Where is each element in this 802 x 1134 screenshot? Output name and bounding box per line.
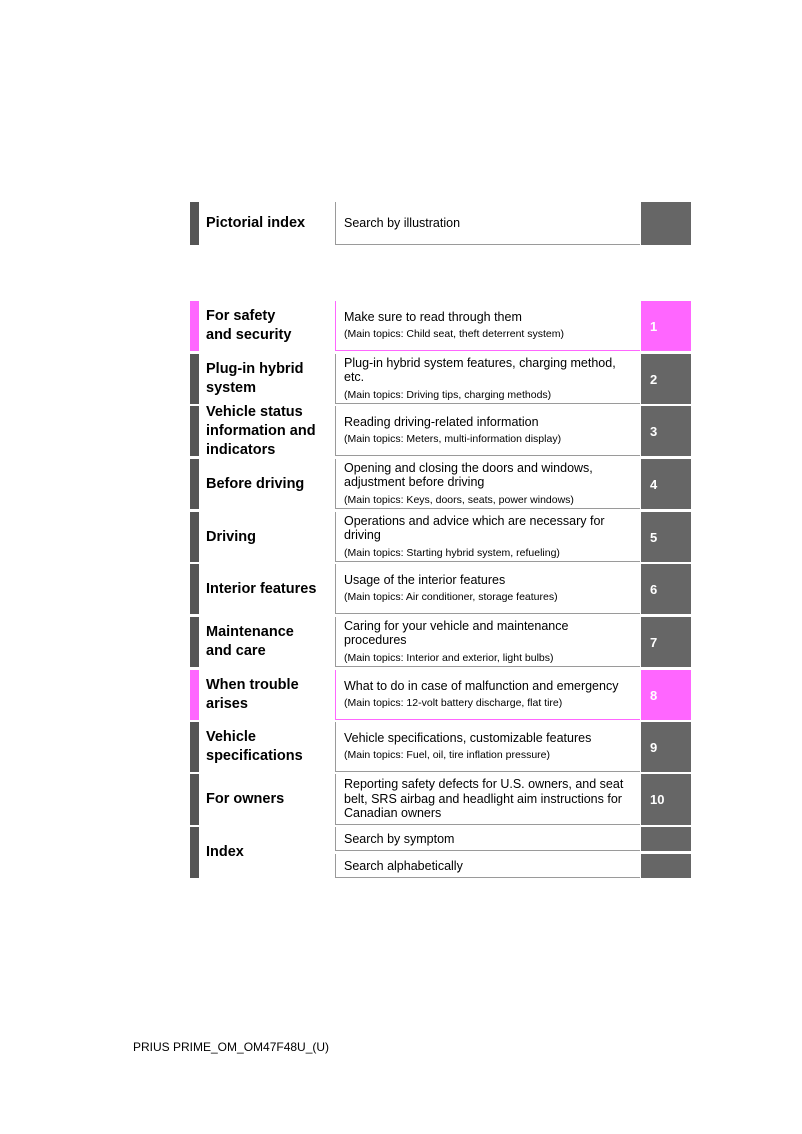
section-main-text: Reading driving-related information bbox=[344, 414, 539, 429]
section-description bbox=[335, 564, 640, 614]
section-bar bbox=[190, 617, 199, 667]
section-main-text: Vehicle specifications, customizable features bbox=[344, 730, 592, 745]
section-title: Pictorial index bbox=[206, 215, 306, 231]
section-description bbox=[335, 202, 640, 245]
section-row[interactable] bbox=[190, 301, 691, 351]
section-main-text: Operations and advice which are necessary for driving bbox=[344, 513, 605, 542]
section-main-text: Plug-in hybrid system features, charging method, etc. bbox=[344, 355, 616, 384]
section-tab-number[interactable]: 10 bbox=[641, 774, 691, 825]
section-tab-number[interactable]: 2 bbox=[641, 354, 691, 404]
section-description bbox=[335, 774, 640, 825]
section-row[interactable] bbox=[190, 722, 691, 772]
section-row[interactable] bbox=[190, 564, 691, 614]
section-title: Driving bbox=[206, 528, 256, 545]
section-tab-number[interactable]: 5 bbox=[641, 512, 691, 562]
section-main-text: Search by illustration bbox=[344, 215, 461, 230]
section-title: Vehicle specifications bbox=[206, 729, 303, 764]
section-title: Plug-in hybrid system bbox=[206, 361, 304, 396]
section-tab-number[interactable]: 4 bbox=[641, 459, 691, 509]
section-row[interactable] bbox=[190, 403, 691, 458]
section-title: Interior features bbox=[206, 580, 317, 597]
section-title: Maintenance and care bbox=[206, 624, 294, 659]
section-bar bbox=[190, 564, 199, 614]
index-row bbox=[190, 827, 691, 878]
index-item-label: Search by symptom bbox=[344, 831, 455, 846]
section-title: Vehicle status information and indicators bbox=[206, 403, 316, 458]
section-topics: (Main topics: Interior and exterior, light bulbs) bbox=[344, 651, 554, 664]
section-bar bbox=[190, 827, 199, 878]
section-topics: (Main topics: Keys, doors, seats, power windows) bbox=[344, 493, 574, 506]
section-title: Index bbox=[206, 844, 244, 860]
section-topics: (Main topics: Fuel, oil, tire inflation pressure) bbox=[344, 749, 550, 762]
section-bar bbox=[190, 722, 199, 772]
section-title: When trouble arises bbox=[206, 677, 299, 712]
section-description bbox=[335, 512, 640, 562]
section-title: For owners bbox=[206, 791, 285, 807]
section-tab-number[interactable]: 9 bbox=[641, 722, 691, 772]
section-main-text: What to do in case of malfunction and emergency bbox=[344, 678, 619, 693]
section-bar bbox=[190, 459, 199, 509]
section-bar bbox=[190, 670, 199, 720]
section-description bbox=[335, 406, 640, 456]
section-description bbox=[335, 354, 640, 404]
section-tab[interactable] bbox=[641, 202, 691, 245]
section-topics: (Main topics: Child seat, theft deterrent system) bbox=[344, 328, 565, 341]
section-row[interactable] bbox=[190, 670, 691, 720]
section-topics: (Main topics: Air conditioner, storage features) bbox=[344, 591, 558, 604]
section-description bbox=[335, 301, 640, 351]
section-tab-number[interactable]: 7 bbox=[641, 617, 691, 667]
section-topics: (Main topics: Driving tips, charging methods) bbox=[344, 388, 552, 401]
section-tab-number[interactable]: 1 bbox=[641, 301, 691, 351]
pictorial-index-row[interactable] bbox=[190, 202, 691, 245]
section-main-text: Usage of the interior features bbox=[344, 572, 506, 587]
section-row[interactable] bbox=[190, 512, 691, 562]
section-description bbox=[335, 617, 640, 667]
section-tab-number[interactable]: 8 bbox=[641, 670, 691, 720]
section-row[interactable] bbox=[190, 617, 691, 667]
document-footer: PRIUS PRIME_OM_OM47F48U_(U) bbox=[133, 1040, 330, 1054]
section-main-text: Reporting safety defects for U.S. owners, and seat belt, SRS airbag and headlight aim instructions for Canadian owners bbox=[344, 777, 624, 821]
search-by-symptom-link[interactable] bbox=[335, 827, 640, 851]
section-topics: (Main topics: 12-volt battery discharge, flat tire) bbox=[344, 697, 563, 710]
section-row[interactable] bbox=[190, 354, 691, 404]
section-main-text: Make sure to read through them bbox=[344, 309, 522, 324]
section-bar bbox=[190, 512, 199, 562]
section-bar bbox=[190, 301, 199, 351]
section-main-text: Opening and closing the doors and windows, adjustment before driving bbox=[344, 460, 593, 489]
section-title: For safety and security bbox=[206, 308, 292, 343]
section-topics: (Main topics: Starting hybrid system, refueling) bbox=[344, 546, 560, 559]
section-topics: (Main topics: Meters, multi-information display) bbox=[344, 433, 562, 446]
section-title: Before driving bbox=[206, 475, 305, 492]
section-bar bbox=[190, 202, 199, 245]
section-main-text: Caring for your vehicle and maintenance procedures bbox=[344, 618, 569, 647]
section-row[interactable] bbox=[190, 774, 691, 825]
index-item-label: Search alphabetically bbox=[344, 858, 463, 873]
section-description bbox=[335, 722, 640, 772]
alphabetical-tab[interactable] bbox=[641, 854, 691, 878]
search-alphabetically-link[interactable] bbox=[335, 854, 640, 878]
section-bar bbox=[190, 406, 199, 456]
section-bar bbox=[190, 774, 199, 825]
section-tab-number[interactable]: 6 bbox=[641, 564, 691, 614]
section-row[interactable] bbox=[190, 459, 691, 509]
symptom-tab[interactable] bbox=[641, 827, 691, 851]
section-description bbox=[335, 670, 640, 720]
section-tab-number[interactable]: 3 bbox=[641, 406, 691, 456]
section-description bbox=[335, 459, 640, 509]
section-bar bbox=[190, 354, 199, 404]
